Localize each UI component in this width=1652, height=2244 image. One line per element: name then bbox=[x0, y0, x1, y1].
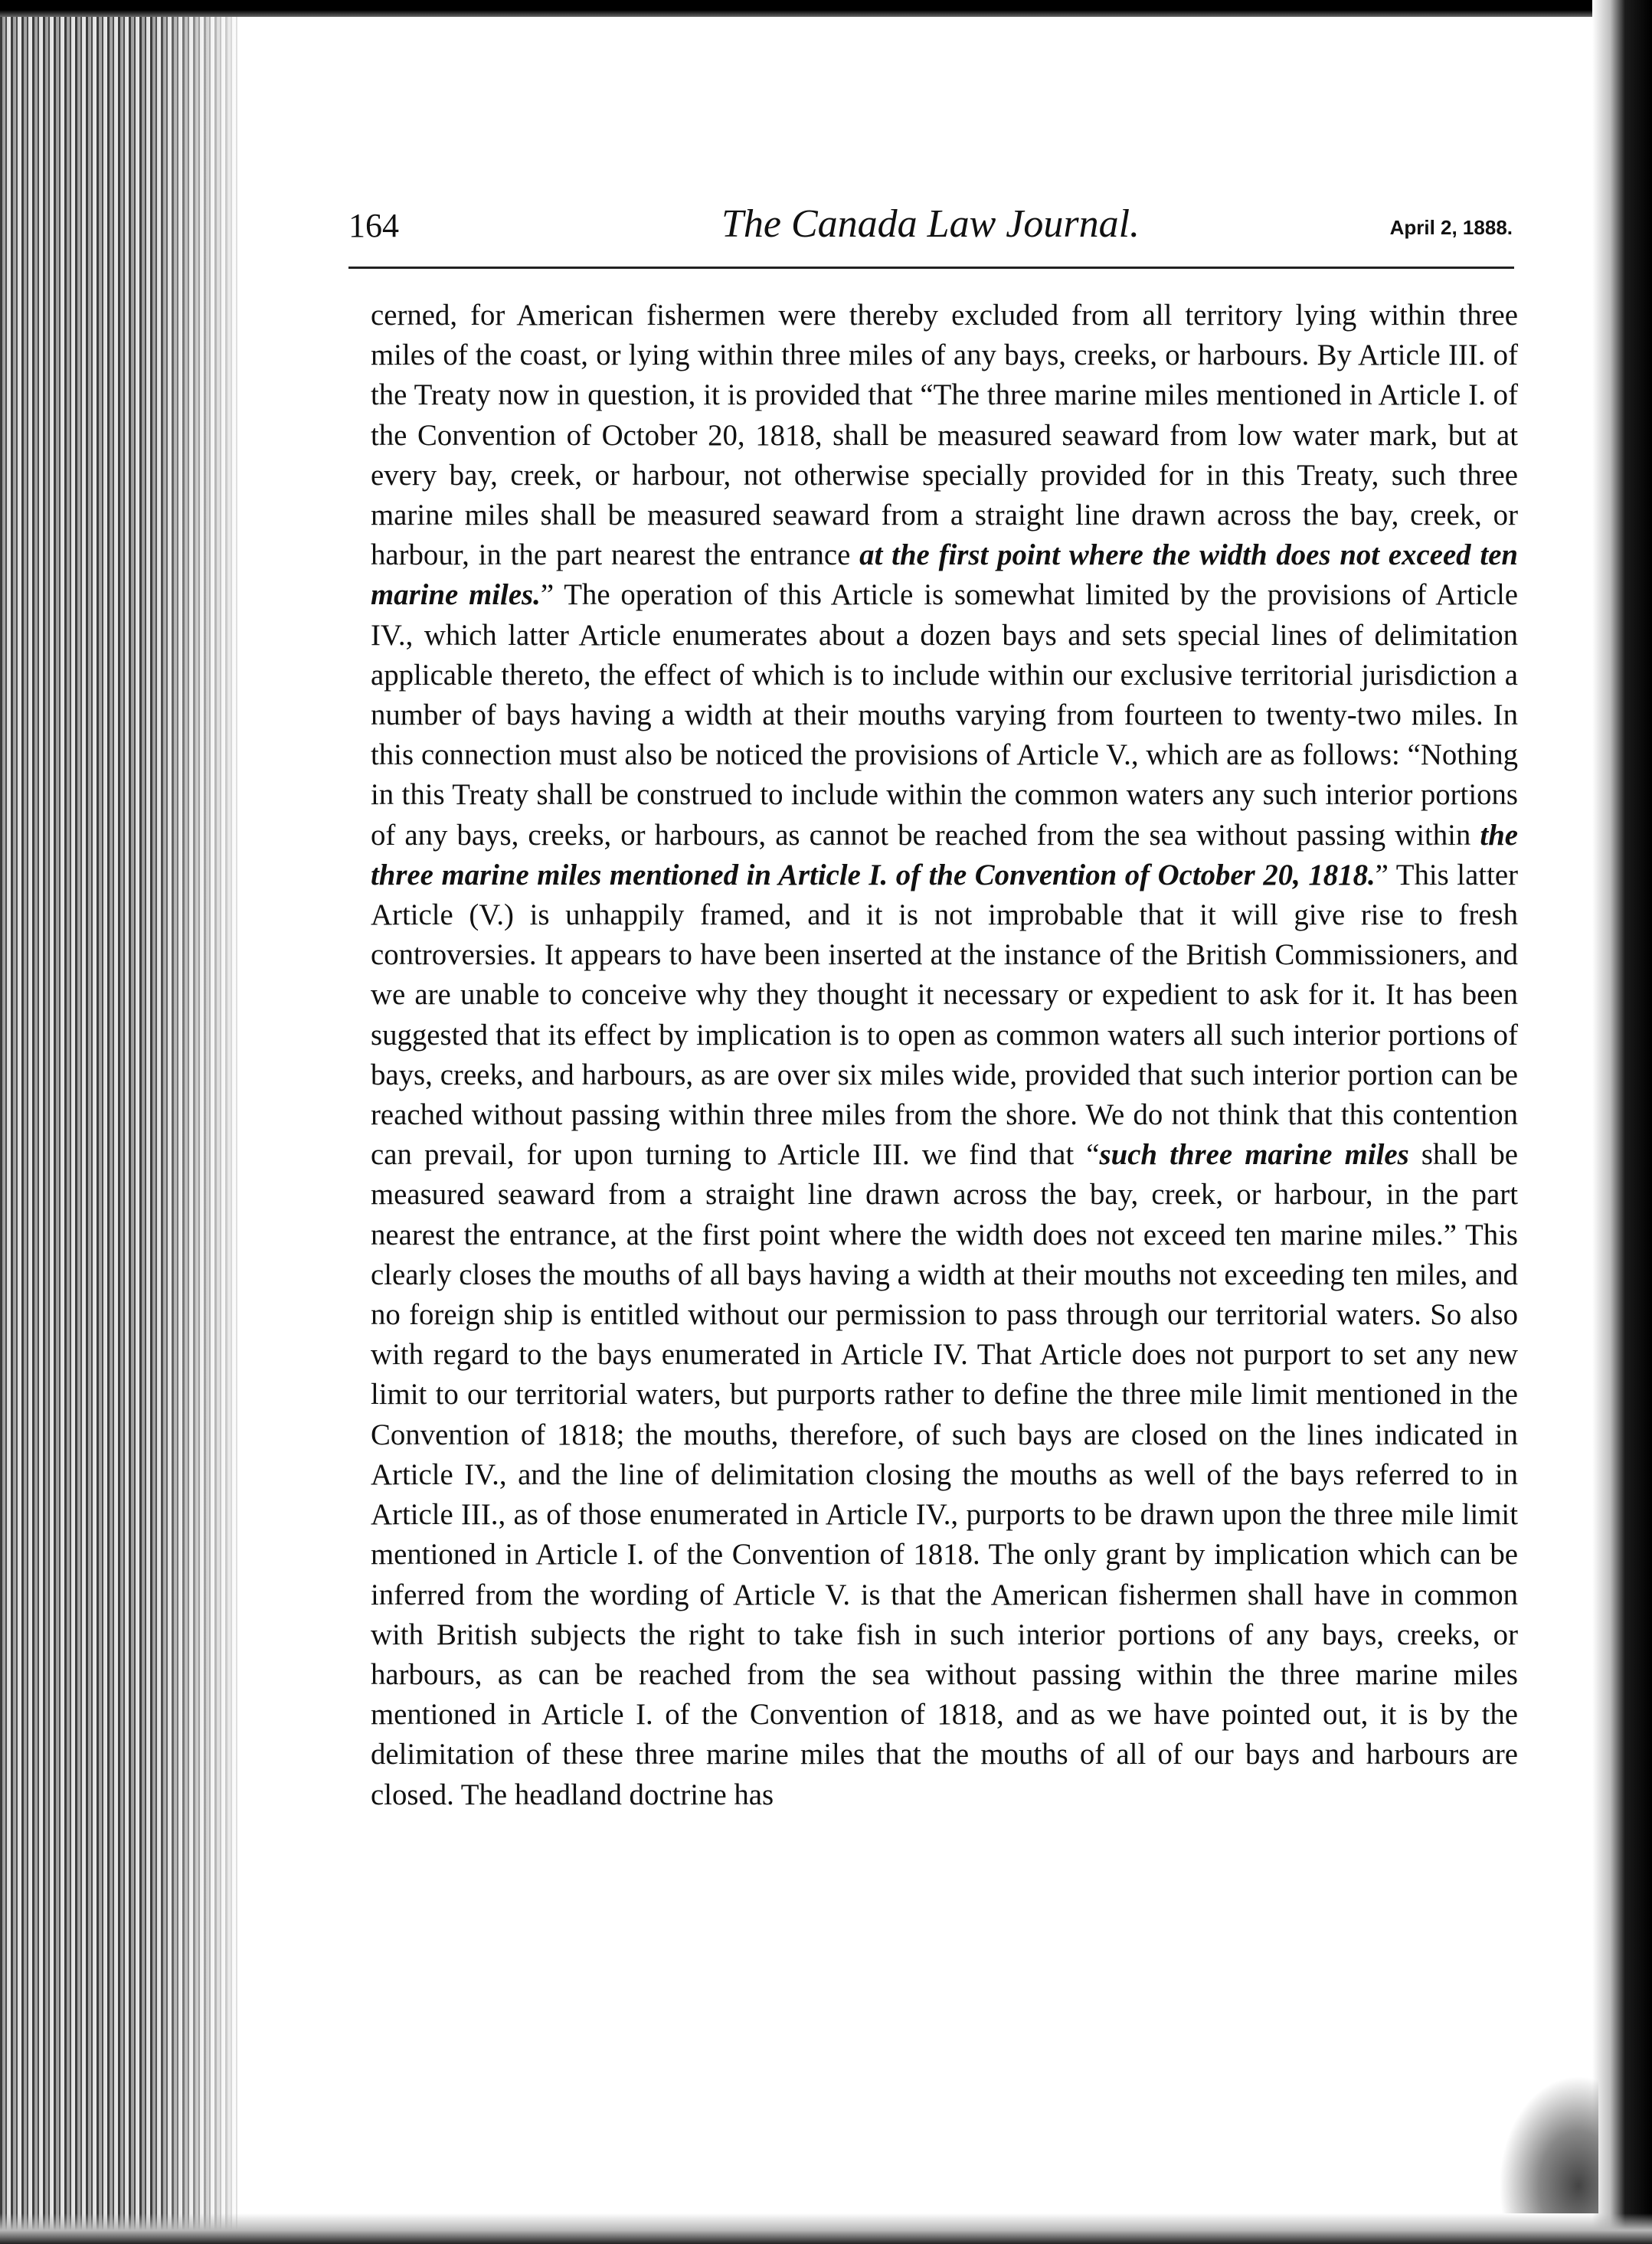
body-quote-italic: at the first point where the width does not exceed ten marine miles. bbox=[371, 538, 1518, 612]
body-quote-italic: such three marine miles bbox=[1099, 1138, 1409, 1172]
body-text-segment: cerned, for American fishermen were thereby excluded from all territory lying within three miles of the coast, or lying within three miles of any bays, creeks, or harbours. By Article III. of the Treaty now in question, it is provided that “The three marine miles mentioned in Article I. of the Convention of October 20, 1818, shall be measured seaward from low water mark, but at every bay, creek, or harbour, not otherwise specially provided for in this Treaty, such three marine miles shall be measured seaward from a straight line drawn across the bay, creek, or harbour, in the part nearest the entrance bbox=[371, 299, 1518, 572]
body-text-segment: ” The operation of this Article is somewhat limited by the provisions of Article IV., which latter Article enumerates about a dozen bays and sets special lines of delimitation applicable thereto, the effect of which is to include within our exclusive territorial jurisdiction a number of bays having a width at their mouths varying from fourteen to twenty-two miles. In this connection must also be noticed the provisions of Article V., which are as follows: “Nothing in this Treaty shall be construed to include within the common waters any such interior portions of any bays, creeks, or harbours, as cannot be reached from the sea without passing within bbox=[371, 578, 1519, 852]
scan-top-edge bbox=[0, 0, 1652, 17]
body-text-segment: shall be measured seaward from a straight line drawn across the bay, creek, or harbour, in the part nearest the entrance, at the first point where the width does not exceed ten marine miles.” This clearly closes the mouths of all bays having a width at their mouths not exceeding ten miles, and no foreign ship is entitled without our permission to pass through our territorial waters. So also with regard to the bays enumerated in Article IV. That Article does not purport to set any new limit to our territorial waters, but purports rather to define the three mile limit mentioned in the Convention of 1818; the mouths, therefore, of such bays are closed on the lines indicated in Article IV., and the line of delimitation closing the mouths as well of the bays referred to in Article III., as of those enumerated in Article IV., purports to be drawn upon the three mile limit mentioned in Article I. of the Convention of 1818. The only grant by implication which can be inferred from the wording of Article V. is that the American fishermen shall have in common with British subjects the right to take fish in such interior portions of any bays, creeks, or harbours, as can be reached from the sea without passing within the three marine miles mentioned in Article I. of the Convention of 1818, and as we have pointed out, it is by the delimitation of these three marine miles that the mouths of all of our bays and harbours are closed. The headland doctrine has bbox=[371, 1138, 1518, 1811]
scan-right-edge bbox=[1592, 0, 1652, 2244]
running-head bbox=[348, 195, 1513, 257]
issue-date: April 2, 1888. bbox=[1389, 216, 1513, 239]
page-number: 164 bbox=[348, 207, 399, 244]
scan-bottom-edge bbox=[0, 2213, 1652, 2244]
article-body bbox=[371, 296, 1518, 1815]
journal-title: The Canada Law Journal. bbox=[721, 202, 1140, 246]
binding-shadow bbox=[153, 0, 253, 2244]
header-rule bbox=[348, 267, 1514, 269]
body-text-segment: ” This latter Article (V.) is unhappily framed, and it is not improbable that it will give rise to fresh controversies. It appears to have been inserted at the instance of the British Commissioners, and we are unable to conceive why they thought it necessary or expedient to ask for it. It has been suggested that its effect by implication is to open as common waters all such interior portions of bays, creeks, and harbours, as are over six miles wide, provided that such interior portion can be reached without passing within three miles from the shore. We do not think that this contention can prevail, for upon turning to Article III. we find that “ bbox=[371, 858, 1518, 1172]
body-quote-italic: the three marine miles mentioned in Article I. of the Convention of October 20, 1818. bbox=[371, 818, 1518, 891]
scan-corner-smudge bbox=[1499, 2076, 1598, 2213]
